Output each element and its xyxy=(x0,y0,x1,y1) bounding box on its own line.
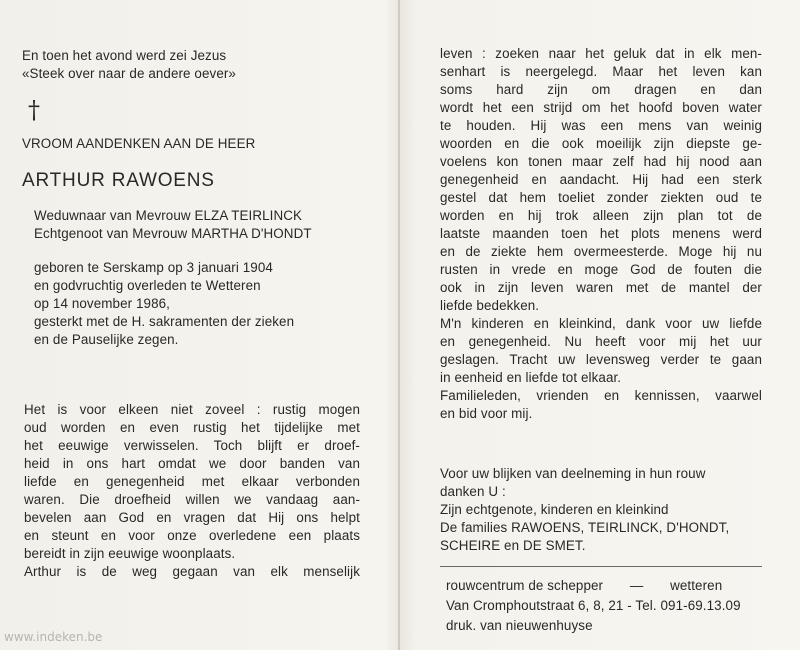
birth-line-1: geboren te Serskamp op 3 januari 1904 xyxy=(34,260,273,275)
right-text-line-16: M'n kinderen en kleinkind, dank voor uw liefde xyxy=(440,316,762,331)
memorial-heading: VROOM AANDENKEN AAN DE HEER xyxy=(22,136,256,151)
right-text-line-19: in eenheid en liefde tot elkaar. xyxy=(440,370,622,385)
spouse-line-2: Echtgenoot van Mevrouw MARTHA D'HONDT xyxy=(34,226,312,241)
right-text-line-9: gestel dat hem toeliet zonder ziekten oud te xyxy=(440,190,762,205)
thanks-line-3: Zijn echtgenote, kinderen en kleinkind xyxy=(440,502,669,517)
right-text-line-12: en de ziekte hem overmeesterde. Moge hij nu xyxy=(440,244,762,259)
footer-line-1: rouwcentrum de schepper — wetteren xyxy=(446,578,723,593)
right-text-line-7: voelens kon tonen maar zelf had hij nood aan xyxy=(440,154,762,169)
birth-line-4: gesterkt met de H. sakramenten der zieken xyxy=(34,314,295,329)
text-line-9: bereidt in zijn eeuwige woonplaats. xyxy=(24,546,236,561)
quote-line-2: «Steek over naar de andere oever» xyxy=(22,66,236,81)
right-text-line-18: geslagen. Tracht uw levensweg verder te gaan xyxy=(440,352,762,367)
footer-rule xyxy=(440,566,762,567)
right-text-line-14: ook in zijn leven waren met de mantel der xyxy=(440,280,762,295)
right-text-line-4: wordt het een strijd om het hoofd boven water xyxy=(440,100,762,115)
watermark: www.indeken.be xyxy=(4,630,103,644)
cross-icon: † xyxy=(28,96,40,124)
birth-line-2: en godvruchtig overleden te Wetteren xyxy=(34,278,261,293)
right-text-line-2: senhart is neergelegd. Maar het leven kan xyxy=(440,64,762,79)
quote-line-1: En toen het avond werd zei Jezus xyxy=(22,48,227,63)
right-text-line-13: rusten in vrede en moge God de fouten die xyxy=(440,262,762,277)
right-text-line-20: Familieleden, vrienden en kennissen, vaarwel xyxy=(440,388,762,403)
birth-line-3: op 14 november 1986, xyxy=(34,296,171,311)
text-line-8: en steunt en voor onze overledene een plaats xyxy=(24,528,360,543)
right-text-line-6: woorden en die ook moeilijk zijn diepste ge- xyxy=(440,136,762,151)
birth-line-5: en de Pauselijke zegen. xyxy=(34,332,179,347)
right-text-line-8: genegenheid en aandacht. Hij had een sterk xyxy=(440,172,762,187)
right-text-line-3: soms hard zijn om dragen en dan xyxy=(440,82,762,97)
text-line-6: waren. Die droefheid willen we vandaag aan- xyxy=(24,492,360,507)
right-text-line-15: liefde bedekken. xyxy=(440,298,540,313)
deceased-name: ARTHUR RAWOENS xyxy=(22,170,215,191)
text-line-4: heid in ons hart omdat we door banden van xyxy=(24,456,360,471)
text-line-2: oud worden en even rustig het tijdelijke met xyxy=(24,420,360,435)
text-line-1: Het is voor elkeen niet zoveel : rustig mogen xyxy=(24,402,360,417)
thanks-line-4: De families RAWOENS, TEIRLINCK, D'HONDT, xyxy=(440,520,730,535)
thanks-line-2: danken U : xyxy=(440,484,506,499)
thanks-line-1: Voor uw blijken van deelneming in hun rouw xyxy=(440,466,706,481)
spouse-line-1: Weduwnaar van Mevrouw ELZA TEIRLINCK xyxy=(34,208,303,223)
text-line-10: Arthur is de weg gegaan van elk menselijk xyxy=(24,564,360,579)
card-fold xyxy=(398,0,400,650)
right-text-line-10: worden en hij trok alleen zijn plan tot de xyxy=(440,208,762,223)
thanks-line-5: SCHEIRE en DE SMET. xyxy=(440,538,586,553)
right-text-line-17: en genegenheid. Nu heeft voor mij het uur xyxy=(440,334,762,349)
right-text-line-5: te houden. Hij was een mens van weinig xyxy=(440,118,762,133)
footer-line-2: Van Cromphoutstraat 6, 8, 21 - Tel. 091-69.13.09 xyxy=(446,598,741,613)
footer-line-3: druk. van nieuwenhuyse xyxy=(446,618,593,633)
text-line-7: bevelen aan God en vragen dat Hij ons helpt xyxy=(24,510,360,525)
right-text-line-11: laatste maanden toen het plots menens werd xyxy=(440,226,762,241)
text-line-5: liefde en genegenheid met elkaar verbonden xyxy=(24,474,360,489)
right-text-line-1: leven : zoeken naar het geluk dat in elk men- xyxy=(440,46,762,61)
text-line-3: het eeuwige verwisselen. Toch blijft er droef- xyxy=(24,438,360,453)
right-text-line-21: en bid voor mij. xyxy=(440,406,533,421)
